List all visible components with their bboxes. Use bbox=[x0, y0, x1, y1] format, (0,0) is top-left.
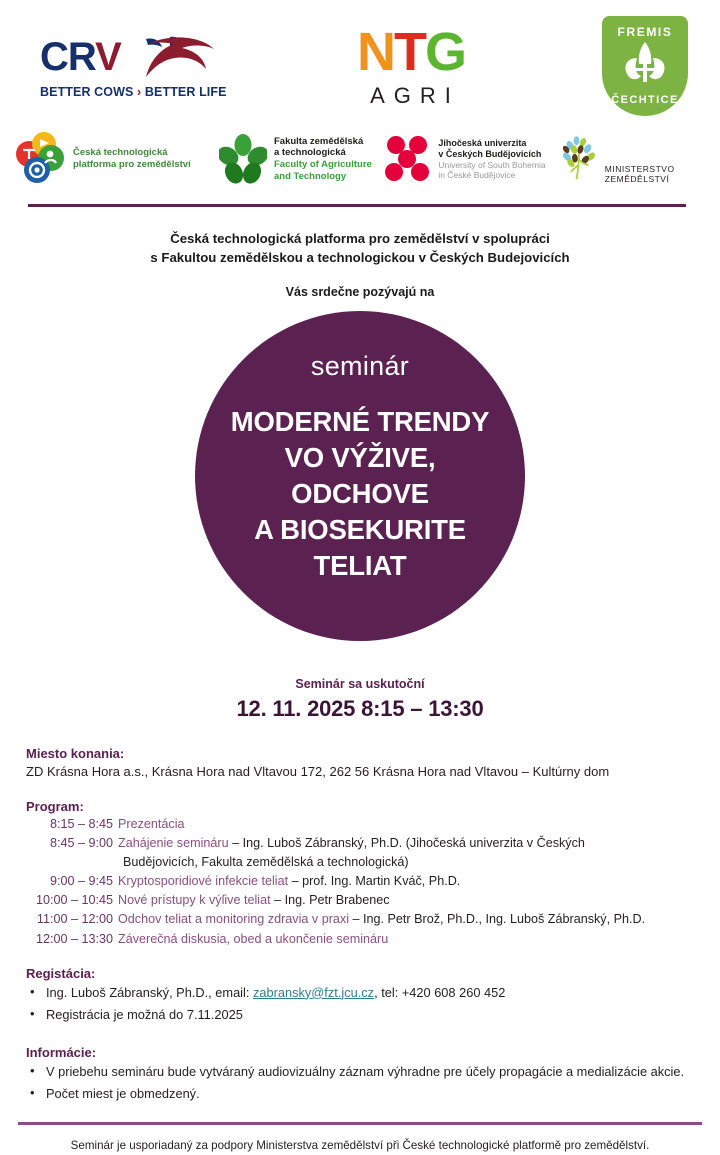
ntg-letter-n: N bbox=[356, 22, 394, 82]
ju-dots-icon bbox=[385, 135, 431, 183]
invitation-line-2: s Fakultou zemědělskou a technologickou v Českých Budejovicích bbox=[150, 250, 570, 266]
program-description bbox=[118, 910, 645, 929]
fremis-shield-icon bbox=[602, 16, 688, 116]
fleur-de-lis-icon bbox=[617, 40, 673, 88]
ctp-logo bbox=[14, 132, 215, 186]
program-section bbox=[26, 799, 694, 949]
program-time: 8:15 – 8:45 bbox=[49, 816, 113, 831]
date-block bbox=[0, 677, 720, 722]
program-row bbox=[26, 815, 694, 834]
fremis-bottom-label: ČECHTICE bbox=[611, 94, 679, 106]
crv-tagline-left: BETTER COWS bbox=[40, 85, 134, 99]
circle-kicker: seminár bbox=[310, 351, 410, 382]
crv-tagline-right: BETTER LIFE bbox=[144, 85, 227, 99]
spacer-1 bbox=[26, 782, 694, 799]
mze-label: MINISTERSTVO ZEMĚDĚLSTVÍ bbox=[604, 164, 675, 184]
footer-divider bbox=[18, 1122, 702, 1125]
venue-section bbox=[26, 746, 694, 782]
program-title: Odchov teliat a monitoring zdravia v praxi bbox=[118, 912, 349, 927]
program-continuation: Budějovicích, Fakulta zemědělská a technologická) bbox=[123, 855, 409, 870]
registration-item-deadline: • Registrácia je možná do 7.11.2025 bbox=[26, 1005, 694, 1024]
program-description bbox=[118, 891, 390, 910]
program-description bbox=[118, 834, 585, 853]
program-row bbox=[26, 930, 694, 949]
registration-list bbox=[26, 983, 694, 1025]
crv-cow-swoosh-icon bbox=[140, 35, 218, 79]
mze-logo bbox=[559, 130, 714, 188]
program-row bbox=[26, 910, 694, 929]
fzt-logo bbox=[219, 134, 381, 184]
ju-line-1: Jihočeská univerzita bbox=[438, 137, 527, 148]
spacer-3 bbox=[26, 1028, 694, 1045]
circle-title-line-3: ODCHOVE bbox=[291, 478, 429, 510]
ctp-line-1: Česká technologická bbox=[73, 147, 168, 159]
program-speaker: – Ing. Petr Brabenec bbox=[270, 893, 390, 908]
program-row bbox=[26, 872, 694, 891]
fremis-cechtice-logo bbox=[592, 16, 688, 116]
fzt-line-2: a technologická bbox=[273, 147, 346, 159]
ju-logo bbox=[385, 135, 555, 183]
information-item-capacity: • Počet miest je obmedzený. bbox=[26, 1084, 694, 1103]
fzt-flower-icon bbox=[219, 134, 267, 184]
crv-tagline-chevron-icon: › bbox=[137, 85, 142, 99]
header-divider bbox=[28, 204, 686, 207]
venue-heading: Miesto konania: bbox=[26, 746, 125, 762]
circle-title-line-1: MODERNÉ TRENDY bbox=[230, 406, 490, 438]
details-body bbox=[0, 746, 720, 1103]
program-row bbox=[26, 834, 694, 853]
fzt-line-3: Faculty of Agriculture bbox=[273, 159, 372, 170]
primary-logo-row bbox=[0, 0, 720, 120]
title-circle bbox=[195, 311, 525, 641]
date-value: 12. 11. 2025 8:15 – 13:30 bbox=[236, 696, 484, 722]
crv-letters-cr: CR bbox=[40, 35, 96, 79]
registration-section bbox=[26, 966, 694, 1025]
program-time: 12:00 – 13:30 bbox=[35, 931, 113, 946]
program-title: Kryptosporidiové infekcie teliat bbox=[118, 874, 289, 889]
invitation-line-1: Česká technologická platforma pro zemědělství v spolupráci bbox=[170, 231, 550, 246]
crv-letter-v: V bbox=[95, 35, 121, 79]
circle-title-line-4: A BIOSEKURITE bbox=[254, 514, 466, 546]
partner-logo-row bbox=[0, 120, 720, 198]
crv-tagline bbox=[40, 85, 230, 99]
registration-heading: Registácia: bbox=[26, 965, 96, 981]
invitation-header bbox=[0, 229, 720, 267]
ctp-text bbox=[73, 147, 191, 170]
ju-line-3: University of South Bohemia bbox=[438, 159, 546, 170]
ntg-letter-t: T bbox=[393, 22, 425, 82]
ju-text bbox=[438, 138, 545, 181]
circle-title bbox=[231, 404, 489, 584]
date-label: Seminár sa uskutoční bbox=[295, 677, 425, 692]
registration-item-contact bbox=[26, 983, 694, 1002]
circle-title-line-5: TELIAT bbox=[313, 550, 407, 582]
program-heading: Program: bbox=[26, 798, 84, 814]
program-speaker: – Ing. Luboš Zábranský, Ph.D. (Jihočeská univerzita v Českých bbox=[228, 835, 585, 850]
ju-line-4: in České Budějovice bbox=[438, 169, 516, 180]
invitation-subline: Vás srdečne pozývajú na bbox=[285, 285, 435, 300]
ntg-letter-g: G bbox=[424, 22, 465, 82]
fzt-line-1: Fakulta zemědělská bbox=[273, 135, 364, 147]
program-title: Nové prístupy k výſive teliat bbox=[118, 893, 271, 908]
ju-line-2: v Českých Budějovicích bbox=[438, 148, 542, 159]
ctp-line-2: platforma pro zemědělství bbox=[73, 159, 191, 170]
ntg-agri-wordmark: AGRI bbox=[370, 83, 460, 108]
fremis-top-label: FREMIS bbox=[617, 25, 673, 39]
program-row bbox=[26, 891, 694, 910]
footer-text: Seminár je usporiadaný za podpory Ministerstva zemědělství při České technologické platformě pro zemědělství. bbox=[70, 1138, 650, 1152]
information-section bbox=[26, 1045, 694, 1104]
program-list bbox=[26, 815, 694, 949]
registration-contact-pre: Ing. Luboš Zábranský, Ph.D., email: bbox=[46, 984, 253, 1000]
program-time: 10:00 – 10:45 bbox=[35, 893, 113, 908]
crv-logo bbox=[40, 33, 230, 99]
program-description bbox=[118, 930, 388, 949]
information-item-recording: • V priebehu semináru bude vytváraný audiovizuálny záznam výhradne pre účely propagácie a medializácie akcie. bbox=[26, 1062, 694, 1081]
ctp-emblem-icon bbox=[14, 132, 66, 186]
program-description bbox=[118, 872, 460, 891]
program-speaker: – prof. Ing. Martin Kváč, Ph.D. bbox=[288, 874, 461, 889]
information-heading: Informácie: bbox=[26, 1044, 97, 1060]
venue-text: ZD Krásna Hora a.s., Krásna Hora nad Vltavou 172, 262 56 Krásna Hora nad Vltavou – Kultúrny dom bbox=[26, 764, 610, 780]
program-title: Zahájenie semináru bbox=[118, 835, 229, 850]
program-title: Prezentácia bbox=[118, 816, 185, 831]
program-time: 8:45 – 9:00 bbox=[49, 835, 113, 850]
fzt-line-4: and Technology bbox=[273, 170, 347, 182]
fzt-text bbox=[274, 136, 372, 182]
title-circle-wrap bbox=[0, 311, 720, 641]
registration-email-link[interactable]: zabransky@fzt.jcu.cz bbox=[252, 984, 375, 1000]
program-time: 9:00 – 9:45 bbox=[49, 874, 113, 889]
program-description bbox=[118, 815, 185, 834]
ntg-agri-logo bbox=[331, 23, 491, 109]
program-time: 11:00 – 12:00 bbox=[36, 912, 113, 927]
spacer-2 bbox=[26, 949, 694, 966]
program-title: Záverečná diskusia, obed a ukončenie semináru bbox=[118, 931, 389, 946]
mze-tree-icon bbox=[559, 130, 600, 188]
information-list bbox=[26, 1062, 694, 1104]
circle-title-line-2: VO VÝŽIVE, bbox=[284, 442, 436, 474]
program-speaker: – Ing. Petr Brož, Ph.D., Ing. Luboš Zábranský, Ph.D. bbox=[349, 912, 646, 927]
registration-contact-post: , tel: +420 608 260 452 bbox=[374, 984, 506, 1000]
